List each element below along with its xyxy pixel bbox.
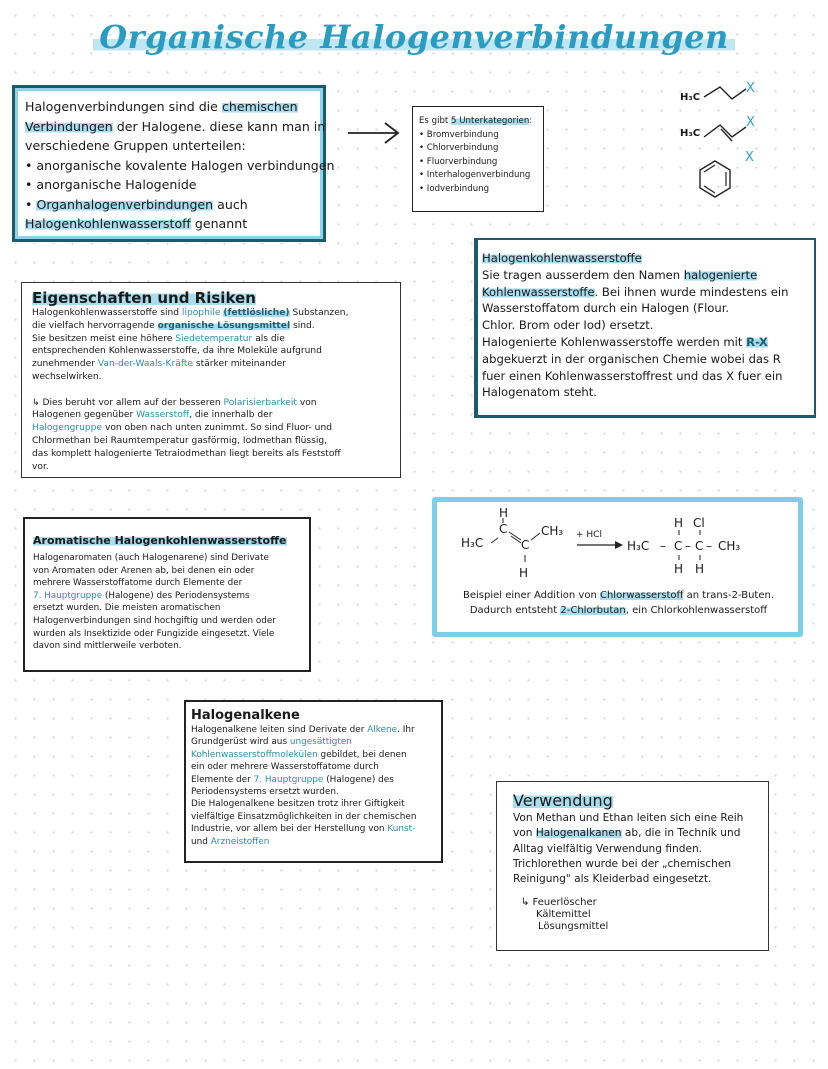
atom-label: H bbox=[695, 562, 705, 576]
text-line bbox=[419, 169, 537, 183]
text-segment: Beispiel einer Addition von bbox=[463, 590, 600, 601]
highlighted-term: 7. Hauptgruppe bbox=[253, 774, 324, 785]
text-line bbox=[482, 267, 810, 284]
text-segment: vielfältige Einsatzmöglichkeiten in der chemischen bbox=[191, 811, 417, 822]
text-segment: davon sind mittlerweile verboten. bbox=[33, 641, 182, 652]
highlighted-term: chemischen bbox=[221, 99, 298, 114]
highlighted-term: lipophile bbox=[181, 308, 221, 318]
text-segment: ↳ Dies beruht vor allem auf der besseren bbox=[32, 397, 224, 408]
bond-dash: – bbox=[660, 539, 666, 553]
text-line bbox=[482, 300, 810, 317]
highlighted-term: Siedetemperatur bbox=[175, 333, 253, 344]
highlighted-term: R-X bbox=[746, 334, 768, 349]
methyl-label: H₃C bbox=[680, 128, 701, 139]
atom-label: C bbox=[695, 539, 704, 553]
text-line bbox=[191, 823, 436, 835]
text-segment: , die innerhalb der bbox=[189, 410, 273, 421]
text-segment: wechselwirken. bbox=[32, 371, 102, 382]
bond-dash: – bbox=[685, 539, 691, 553]
eigenschaften-box bbox=[21, 282, 401, 478]
text-segment: (Halogene) des bbox=[323, 774, 394, 785]
section-heading: Aromatische Halogenkohlenwasserstoffe bbox=[33, 534, 287, 547]
text-line bbox=[482, 384, 810, 401]
text-segment: Die Halogenalkene besitzen trotz ihrer Giftigkeit bbox=[191, 799, 405, 810]
text-line bbox=[32, 409, 390, 422]
text-segment: zunehmender bbox=[32, 359, 98, 370]
highlighted-term: 2-Chlorbutan bbox=[560, 605, 626, 616]
text-line bbox=[33, 565, 301, 578]
highlighted-term: Halogenalkanen bbox=[535, 827, 622, 840]
text-line bbox=[25, 175, 313, 195]
text-line bbox=[513, 857, 752, 872]
text-line bbox=[482, 250, 810, 267]
text-line bbox=[433, 603, 804, 618]
text-segment: . Ihr bbox=[397, 725, 415, 735]
text-segment: gebildet, bei denen bbox=[317, 749, 407, 760]
text-segment: Halogenverbindungen sind die bbox=[25, 99, 222, 114]
atom-label: H bbox=[499, 506, 509, 520]
text-line bbox=[33, 602, 301, 615]
halogenalkene-box bbox=[184, 700, 443, 863]
text-line bbox=[32, 435, 390, 448]
text-segment: • Iodverbindung bbox=[419, 183, 490, 194]
atom-label: H₃C bbox=[627, 539, 650, 553]
section-body bbox=[33, 552, 301, 653]
highlighted-term: Alkene bbox=[367, 725, 398, 735]
verwendung-box bbox=[496, 781, 769, 951]
text-segment: abgekuerzt in der organischen Chemie wobei das R bbox=[482, 351, 781, 366]
text-line bbox=[32, 307, 390, 320]
text-segment: sind. bbox=[290, 320, 315, 331]
text-segment: Halogenierte Kohlenwasserstoffe werden mit bbox=[482, 334, 747, 349]
highlighted-term: Van-der-Waals-Kräfte bbox=[97, 359, 194, 370]
text-segment: • Bromverbindung bbox=[419, 129, 499, 140]
highlighted-term: 7. Hauptgruppe bbox=[33, 590, 103, 601]
text-segment: , ein Chlorkohlenwasserstoff bbox=[625, 605, 768, 616]
text-segment: (Halogene) des Periodensystems bbox=[102, 590, 250, 601]
halogenkohlenwasserstoffe-box bbox=[474, 238, 816, 418]
highlighted-term: Wasserstoff bbox=[136, 410, 190, 421]
text-line bbox=[419, 156, 537, 170]
atom-label: C bbox=[499, 522, 508, 536]
text-segment: das komplett halogenierte Tetraiodmethan liegt bereits als Feststoff bbox=[32, 448, 341, 459]
text-line bbox=[33, 590, 301, 603]
highlighted-term: Halogenkohlenwasserstoffe bbox=[482, 251, 642, 265]
text-segment: Grundgerüst wird aus bbox=[191, 737, 290, 748]
text-line bbox=[32, 358, 390, 371]
text-line bbox=[191, 811, 436, 823]
text-segment: von bbox=[296, 397, 317, 408]
text-line bbox=[191, 798, 436, 810]
text-segment: genannt bbox=[190, 216, 248, 231]
highlighted-term: Halogenkohlenwasserstoff bbox=[25, 216, 191, 231]
aromatische-box bbox=[23, 517, 311, 672]
reagent-label: + HCl bbox=[576, 530, 602, 540]
text-line bbox=[513, 872, 752, 887]
highlighted-term: 5 Unterkategorien bbox=[451, 116, 530, 126]
text-segment: . Bei ihnen wurde mindestens ein bbox=[594, 284, 789, 299]
text-segment: • Chlorverbindung bbox=[419, 143, 499, 153]
text-line bbox=[191, 724, 436, 736]
text-segment: vor. bbox=[32, 461, 49, 472]
text-segment: der Halogene. diese kann man in bbox=[112, 118, 326, 134]
text-segment: Reinigung" als Kleiderbad eingesetzt. bbox=[513, 873, 712, 886]
text-segment: Halogenalkene leiten sind Derivate der bbox=[191, 725, 368, 735]
text-segment: • anorganische kovalente Halogen verbindungen bbox=[25, 157, 335, 173]
text-segment: Elemente der bbox=[191, 774, 254, 785]
text-line bbox=[191, 786, 436, 798]
highlighted-term: Kohlenwasserstoffe bbox=[482, 284, 595, 299]
uses-item: Lösungsmittel bbox=[538, 921, 609, 933]
text-segment: Halogenaromaten (auch Halogenarene) sind Derivate bbox=[33, 553, 269, 563]
text-segment: mehrere Wasserstoffatome durch Elemente der bbox=[33, 578, 243, 589]
bond-dash: – bbox=[706, 539, 712, 553]
section-heading: Halogenalkene bbox=[191, 708, 300, 723]
text-segment: ein oder mehrere Wasserstoffatome durch bbox=[191, 762, 379, 773]
text-line bbox=[419, 183, 537, 197]
text-segment: : bbox=[529, 116, 533, 126]
text-segment: Industrie, vor allem bei der Herstellung von bbox=[191, 824, 388, 835]
text-line bbox=[513, 811, 752, 826]
text-segment: Chlor. Brom oder Iod) ersetzt. bbox=[482, 318, 654, 333]
text-line bbox=[482, 351, 810, 368]
atom-label: CH₃ bbox=[541, 524, 564, 538]
text-segment: Halogenverbindungen sind hochgiftig und werden oder bbox=[33, 615, 276, 626]
section-body bbox=[32, 307, 390, 473]
text-segment: und bbox=[191, 836, 211, 847]
atom-label: H bbox=[674, 516, 684, 530]
text-line bbox=[32, 333, 390, 346]
text-segment: • bbox=[25, 196, 37, 212]
reaction-box bbox=[432, 497, 803, 637]
text-line bbox=[32, 448, 390, 461]
highlighted-term: halogenierte bbox=[683, 267, 758, 282]
text-line bbox=[419, 142, 537, 156]
text-line bbox=[191, 774, 436, 786]
text-segment: Chlormethan bei Raumtemperatur gasförmig, Iodmethan flüssig, bbox=[32, 435, 328, 446]
text-line bbox=[25, 117, 326, 137]
text-line bbox=[33, 577, 301, 590]
text-line bbox=[32, 397, 390, 410]
section-heading: Verwendung bbox=[513, 791, 613, 810]
text-line bbox=[482, 284, 810, 301]
atom-label: Cl bbox=[693, 516, 705, 530]
section-body bbox=[513, 811, 752, 887]
text-line bbox=[419, 115, 537, 129]
highlighted-term: Verbindungen bbox=[25, 118, 113, 134]
text-line bbox=[32, 384, 390, 397]
text-segment: stärker miteinander bbox=[193, 359, 286, 370]
text-line bbox=[25, 214, 313, 234]
text-segment: entsprechenden Kohlenwasserstoffe, da ihre Moleküle aufgrund bbox=[32, 346, 322, 357]
uses-item: Kältemittel bbox=[536, 909, 591, 921]
highlighted-term: (fettlösliche) bbox=[223, 308, 290, 318]
text-segment: verschiedene Gruppen unterteilen: bbox=[25, 138, 246, 153]
uses-item: ↳ Feuerlöscher bbox=[521, 897, 597, 909]
atom-label: H bbox=[519, 566, 529, 580]
text-segment: Substanzen, bbox=[289, 308, 349, 318]
highlighted-term: Polarisierbarkeit bbox=[223, 397, 297, 408]
text-segment: • Fluorverbindung bbox=[419, 156, 498, 167]
page-title: Organische Halogenverbindungen bbox=[0, 18, 828, 56]
text-line bbox=[191, 836, 436, 848]
methyl-label: H₃C bbox=[680, 92, 701, 103]
text-segment: Halogenen gegenüber bbox=[32, 410, 137, 421]
bond-lines bbox=[437, 502, 808, 592]
text-segment: an trans-2-Buten. bbox=[683, 590, 774, 601]
highlighted-term: Halogengruppe bbox=[32, 423, 103, 434]
text-line bbox=[33, 640, 301, 653]
text-line bbox=[191, 761, 436, 773]
text-line bbox=[32, 345, 390, 358]
text-segment: Sie besitzen meist eine höhere bbox=[32, 333, 176, 344]
section-body bbox=[191, 724, 436, 848]
highlighted-term: organische Lösungsmittel bbox=[157, 320, 291, 331]
text-line bbox=[32, 320, 390, 333]
atom-label: H₃C bbox=[461, 536, 484, 550]
halogen-x-label: X bbox=[745, 150, 754, 165]
text-segment: die vielfach hervorragende bbox=[32, 320, 158, 331]
text-segment: Von Methan und Ethan leiten sich eine Reih bbox=[513, 812, 744, 824]
atom-label: C bbox=[521, 538, 530, 552]
text-segment: Halogenatom steht. bbox=[482, 385, 597, 400]
text-line bbox=[482, 317, 810, 334]
text-segment: von Aromaten oder Arenen ab, bei denen ein oder bbox=[33, 565, 255, 576]
highlighted-term: ungesättigten bbox=[289, 737, 352, 748]
text-line bbox=[25, 97, 313, 117]
text-segment: Alltag vielfältig Verwendung finden. bbox=[513, 842, 703, 855]
text-segment: • anorganische Halogenide bbox=[25, 177, 197, 192]
atom-label: C bbox=[674, 539, 683, 553]
text-segment: auch bbox=[213, 196, 248, 212]
text-line bbox=[482, 368, 810, 385]
text-line bbox=[433, 588, 804, 603]
intro-box bbox=[12, 85, 335, 242]
highlighted-term: Kunst- bbox=[387, 824, 416, 835]
reaction-caption bbox=[433, 588, 804, 618]
text-segment: fuer einen Kohlenwasserstoffrest und das X fuer ein bbox=[482, 368, 783, 383]
text-segment: ab, die in Technik und bbox=[621, 827, 741, 840]
text-line bbox=[33, 628, 301, 641]
text-segment: von bbox=[513, 827, 536, 840]
text-segment: Trichlorethen wurde bei der „chemischen bbox=[513, 857, 732, 870]
structure-formulas bbox=[670, 75, 780, 205]
highlighted-term: Arzneistoffen bbox=[210, 836, 270, 847]
text-line bbox=[513, 826, 752, 841]
text-line bbox=[191, 736, 436, 748]
highlighted-term: Organhalogenverbindungen bbox=[36, 196, 214, 212]
uses-list bbox=[513, 897, 752, 933]
text-line bbox=[32, 422, 390, 435]
text-line bbox=[191, 749, 436, 761]
text-segment: • Interhalogenverbindung bbox=[419, 170, 531, 180]
halogen-x-label: X bbox=[746, 115, 755, 130]
subcategories-box bbox=[412, 106, 544, 212]
text-segment: ersetzt wurden. Die meisten aromatischen bbox=[33, 603, 221, 614]
text-line bbox=[25, 195, 313, 215]
text-segment: von oben nach unten zunimmt. So sind Fluor- und bbox=[102, 423, 332, 434]
atom-label: CH₃ bbox=[718, 539, 741, 553]
text-segment: wurden als Insektizide oder Fungizide eingesetzt. Viele bbox=[33, 628, 275, 639]
text-line bbox=[32, 461, 390, 474]
text-line bbox=[513, 842, 752, 857]
text-segment: Sie tragen ausserdem den Namen bbox=[482, 267, 684, 282]
text-line bbox=[33, 615, 301, 628]
text-line bbox=[482, 334, 810, 351]
atom-label: H bbox=[674, 562, 684, 576]
text-segment: Es gibt bbox=[419, 116, 452, 126]
arrow-right-icon bbox=[345, 118, 405, 148]
text-line bbox=[25, 156, 335, 176]
text-line bbox=[25, 136, 313, 156]
highlighted-term: Kohlenwasserstoffmolekülen bbox=[191, 749, 318, 760]
text-segment: als die bbox=[252, 333, 285, 344]
text-line bbox=[33, 552, 301, 565]
text-segment: Wasserstoffatom durch ein Halogen (Flour. bbox=[482, 301, 730, 316]
text-line bbox=[419, 129, 537, 143]
text-segment: Dadurch entsteht bbox=[469, 605, 561, 616]
halogen-x-label: X bbox=[746, 81, 755, 96]
text-segment: Periodensystems ersetzt wurden. bbox=[191, 787, 339, 798]
text-line bbox=[32, 371, 390, 384]
section-heading: Eigenschaften und Risiken bbox=[32, 289, 256, 307]
text-segment: Halogenkohlenwasserstoffe sind bbox=[32, 308, 182, 318]
highlighted-term: Chlorwasserstoff bbox=[599, 590, 684, 601]
